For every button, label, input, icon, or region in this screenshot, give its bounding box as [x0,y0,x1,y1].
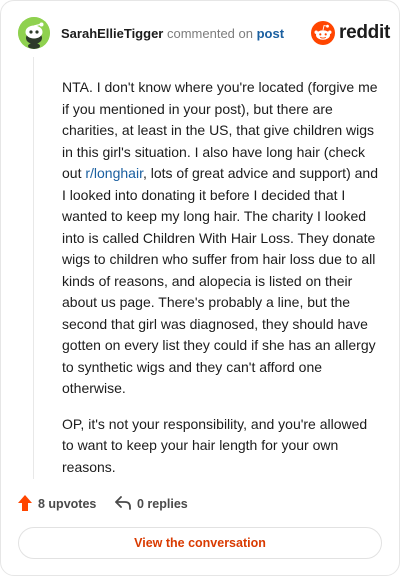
thread-line [33,57,34,479]
comment-paragraph [62,77,378,400]
author-name[interactable]: SarahEllieTigger [61,26,164,41]
subreddit-link[interactable]: r/longhair [85,165,143,181]
upvotes-label: 8 upvotes [38,497,97,511]
comment-text: NTA. I don't know where you're located (forgive me if you mentioned in your post), but there are charities, at least in the US, that give children wigs in this girl's situation. I also have long hair (check out [62,79,378,181]
avatar[interactable] [18,17,50,49]
comment-body [62,77,378,492]
post-link[interactable]: post [256,26,285,41]
reply-arrow-icon[interactable] [115,496,131,513]
upvote-count[interactable] [18,495,96,513]
view-conversation-button[interactable]: View the conversation [18,527,382,559]
comment-header [61,26,284,41]
comment-text: , lots of great advice and support) and I looked into donating it before I decided that I wanted to keep my long hair. The charity I looked into is called Children With Hair Loss. They donate wigs to children who suffer from hair loss due to all kinds of reasons, and alopecia is listed on their about us page. There's probably a line, but the second that girl was diagnosed, they should have gotten on every list they could if she has an allergy to synthetic wigs and they can't afford one otherwise. [62,165,378,396]
comment-paragraph: OP, it's not your responsibility, and you're allowed to want to keep your hair length for your own reasons. [62,415,368,475]
reddit-snoo-icon [311,21,335,45]
snoo-avatar-icon [18,17,50,49]
action-text: commented on [166,26,253,41]
logo-wordmark: reddit [339,22,390,43]
reply-count[interactable] [115,495,188,513]
replies-label: 0 replies [137,497,188,511]
upvote-arrow-icon[interactable] [18,495,32,514]
